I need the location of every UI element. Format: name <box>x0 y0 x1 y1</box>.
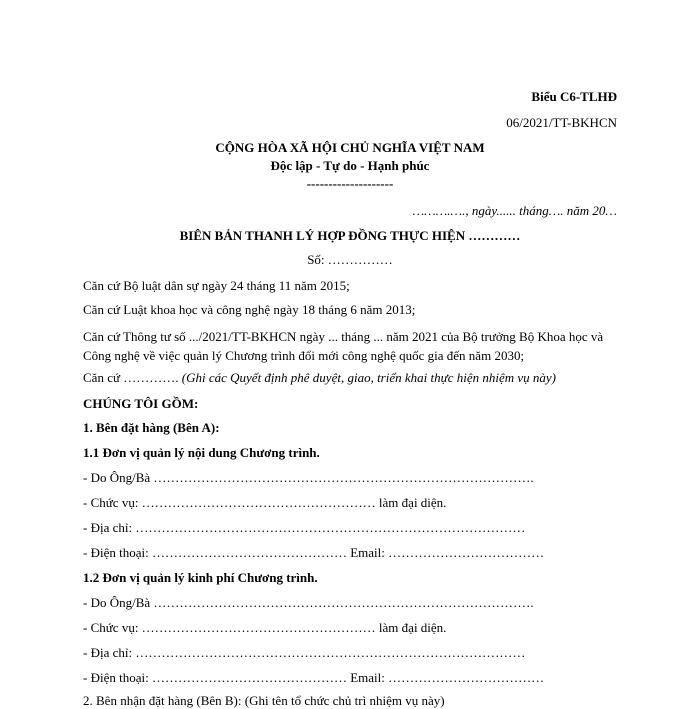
legal-basis-3: Căn cứ Thông tư số .../2021/TT-BKHCN ngày ... tháng ... năm 2021 của Bộ trưởng Bộ Khoa học và Công nghệ về việc quản lý Chương trình đổi mới công nghệ quốc gia đến năm 2030; <box>83 329 604 363</box>
motto: Độc lập - Tự do - Hạnh phúc <box>270 158 430 173</box>
section-1-2-phone-email: - Điện thoại: ……………………………………… Email: ……………………………… <box>83 670 545 685</box>
section-1-1-phone-email: - Điện thoại: ……………………………………… Email: ……………………………… <box>83 545 545 560</box>
section-1-1-heading: 1.1 Đơn vị quản lý nội dung Chương trình. <box>83 445 320 460</box>
party-a-heading: 1. Bên đặt hàng (Bên A): <box>83 420 220 435</box>
nation-heading: CỘNG HÒA XÃ HỘI CHỦ NGHĨA VIỆT NAM <box>215 140 485 155</box>
section-1-2-address: - Địa chỉ: ……………………………………………………………………………… <box>83 645 526 660</box>
parties-heading: CHÚNG TÔI GỒM: <box>83 396 199 411</box>
form-code: Biểu C6-TLHĐ <box>531 89 617 104</box>
legal-basis-4 <box>83 370 556 386</box>
circular-number: 06/2021/TT-BKHCN <box>506 115 617 130</box>
header-separator: -------------------- <box>306 176 394 191</box>
section-1-1-position: - Chức vụ: ……………………………………………… làm đại diện. <box>83 495 447 510</box>
document-title: BIÊN BẢN THANH LÝ HỢP ĐỒNG THỰC HIỆN ………… <box>179 228 521 243</box>
section-1-1-representative: - Do Ông/Bà ……………………………………………………………………………. <box>83 470 534 485</box>
legal-basis-4-note: (Ghi các Quyết định phê duyệt, giao, triển khai thực hiện nhiệm vụ này) <box>181 370 556 385</box>
party-b-heading: 2. Bên nhận đặt hàng (Bên B): (Ghi tên tổ chức chủ trì nhiệm vụ này) <box>83 693 445 708</box>
legal-basis-1: Căn cứ Bộ luật dân sự ngày 24 tháng 11 năm 2015; <box>83 278 350 293</box>
document-number: Số: …………… <box>307 252 393 267</box>
legal-basis-4-prefix: Căn cứ …………. <box>83 370 179 385</box>
legal-basis-2: Căn cứ Luật khoa học và công nghệ ngày 18 tháng 6 năm 2013; <box>83 302 416 317</box>
place-date: ……….…., ngày...... tháng…. năm 20… <box>412 203 617 218</box>
section-1-1-address: - Địa chỉ: ……………………………………………………………………………… <box>83 520 526 535</box>
section-1-2-position: - Chức vụ: ……………………………………………… làm đại diện. <box>83 620 447 635</box>
section-1-2-representative: - Do Ông/Bà ……………………………………………………………………………. <box>83 595 534 610</box>
section-1-2-heading: 1.2 Đơn vị quản lý kinh phí Chương trình. <box>83 570 318 585</box>
